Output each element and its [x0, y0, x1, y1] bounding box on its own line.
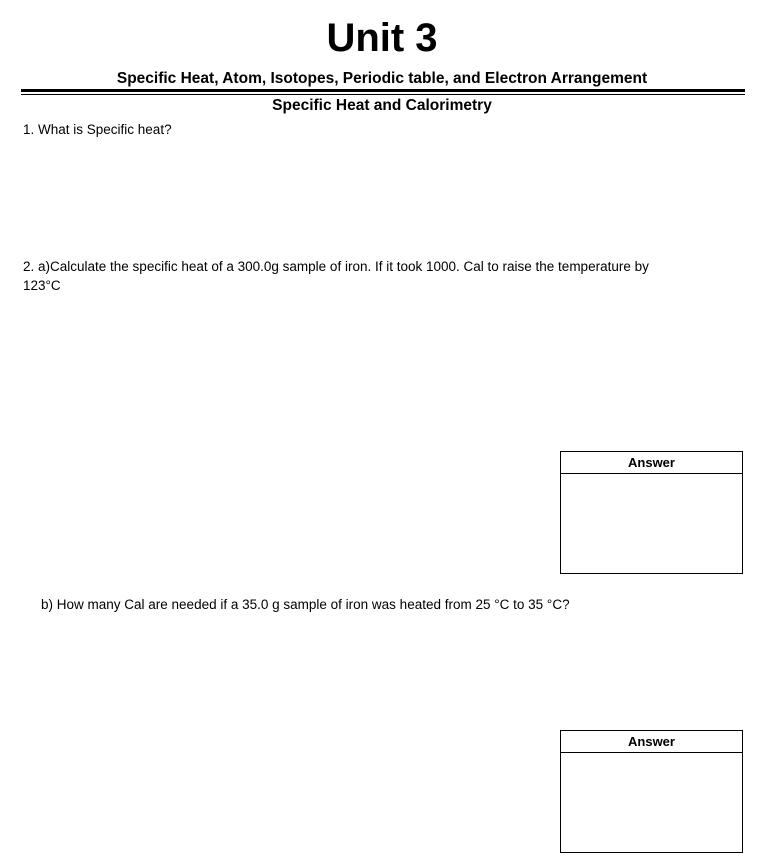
answer-box-writing-area[interactable]	[561, 753, 742, 852]
section-heading: Specific Heat and Calorimetry	[272, 97, 492, 114]
question-2a-line1: 2. a)Calculate the specific heat of a 300.0g sample of iron. If it took 1000. Cal to raise the temperature by	[23, 259, 649, 274]
answer-box-label: Answer	[561, 452, 742, 474]
answer-box-2a	[560, 451, 743, 574]
unit-subtitle: Specific Heat, Atom, Isotopes, Periodic table, and Electron Arrangement	[116, 70, 648, 87]
unit-title: Unit 3	[326, 16, 438, 60]
answer-box-writing-area[interactable]	[561, 474, 742, 573]
header-rule-thick	[21, 89, 745, 92]
question-1: 1. What is Specific heat?	[23, 122, 172, 137]
question-2a-line2: 123°C	[23, 278, 61, 293]
header-rule-thin	[21, 94, 745, 95]
question-2a	[23, 257, 723, 295]
answer-box-2b	[560, 730, 743, 853]
answer-box-label: Answer	[561, 731, 742, 753]
question-2b: b) How many Cal are needed if a 35.0 g sample of iron was heated from 25 °C to 35 °C?	[41, 597, 570, 612]
